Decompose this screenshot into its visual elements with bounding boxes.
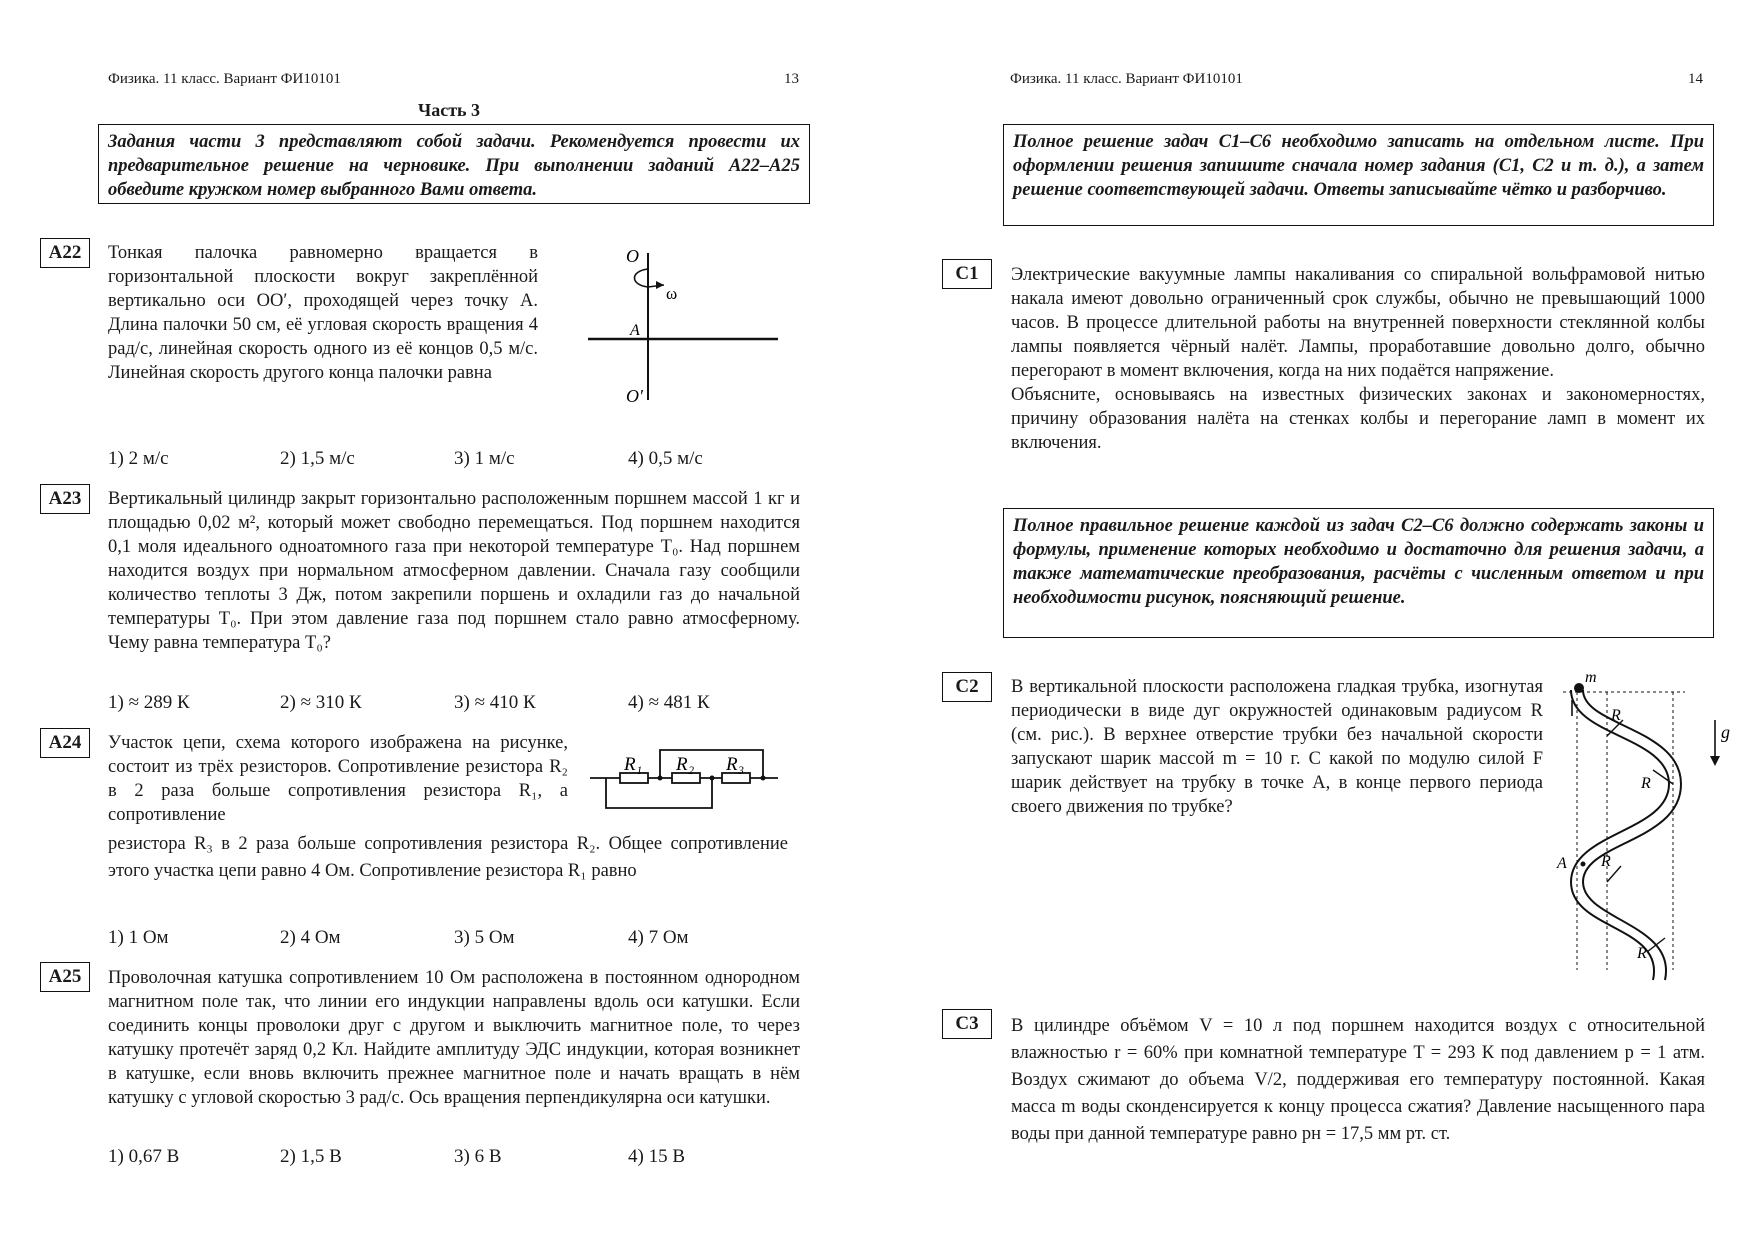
gravity-arrowhead	[1710, 756, 1720, 766]
task-a23-answers	[108, 692, 808, 716]
label-r2: R₂	[676, 754, 695, 775]
task-c1-text	[1011, 263, 1705, 455]
right-header-title: Физика. 11 класс. Вариант ФИ10101	[1010, 71, 1243, 87]
task-a22-text: Тонкая палочка равномерно вращается в горизонтальной плоскости вокруг закреплённой вертикально оси OO′, проходящей через точку A. Длина палочки 50 см, её угловая скорость вращения 4 рад/с, линейная скорость одного из её концов 0,5 м/с. Линейная скорость другого конца палочки равна	[108, 243, 538, 383]
label-g: g	[1721, 722, 1730, 742]
left-header-title: Физика. 11 класс. Вариант ФИ10101	[108, 71, 341, 87]
task-c3-text: В цилиндре объёмом V = 10 л под поршнем находится воздух с относительной влажностью r = 60% при комнатной температуре T = 293 К под давлением p = 1 атм. Воздух сжимают до объема V/2, поддерживая его температуру постоянной. Какая масса m воды сконденсируется к концу процесса сжатия? Давление насыщенного пара воды при данной температуре равно pн = 17,5 мм рт. ст.	[1011, 1016, 1705, 1144]
answer-option[interactable]: 3) ≈ 410 К	[454, 692, 536, 713]
label-r1: R₁	[624, 754, 643, 775]
right-page-number: 14	[1688, 71, 1703, 87]
task-label-c2: C2	[942, 672, 992, 702]
label-r: R	[1641, 775, 1651, 792]
answer-option[interactable]: 3) 5 Ом	[454, 927, 515, 948]
task-label-c1: C1	[942, 259, 992, 289]
answer-option[interactable]: 2) 1,5 В	[280, 1146, 342, 1167]
answer-option[interactable]: 3) 6 В	[454, 1146, 502, 1167]
task-c2-text: В вертикальной плоскости расположена гладкая трубка, изогнутая периодически в виде дуг окружностей одинаковым радиусом R (см. рис.). В верхнее отверстие трубки без начальной скорости запускают шарик массой m = 10 г. С какой по модулю силой F шарик действует на трубку в точке A, в конце первого периода своего движения по трубке?	[1011, 677, 1543, 817]
full-solution-criteria: Полное правильное решение каждой из задач С2–С6 должно содержать законы и формулы, применение которых необходимо и достаточно для решения задачи, а также математические преобразования, расчёты с численным ответом и при необходимости рисунок, поясняющий решение.	[1003, 508, 1714, 638]
answer-option[interactable]: 1) 2 м/с	[108, 448, 169, 469]
node-dot	[658, 776, 663, 781]
rotation-arrowhead	[656, 281, 664, 289]
answer-option[interactable]: 1) ≈ 289 К	[108, 692, 190, 713]
answer-option[interactable]: 2) 1,5 м/с	[280, 448, 355, 469]
answer-option[interactable]: 4) 15 В	[628, 1146, 685, 1167]
label-r: R	[1601, 853, 1611, 870]
tube-inner-wall	[1583, 690, 1681, 980]
label-omega: ω	[666, 284, 678, 303]
task-c1-question: Объясните, основываясь на известных физических законах и закономерностях, причину образования налёта на стенках колбы и перегорание ламп в момент их включения.	[1011, 385, 1705, 453]
task-label-c3: C3	[942, 1009, 992, 1039]
part-title: Часть 3	[418, 100, 481, 120]
task-label-a25: A25	[40, 962, 90, 992]
label-a: A	[1557, 855, 1567, 872]
task-a23-text: Вертикальный цилиндр закрыт горизонтально расположенным поршнем массой 1 кг и площадью 0,02 м², который может свободно перемещаться. Под поршнем находится 0,1 моля идеального одноатомного газа при некоторой температуре T₀. Над поршнем находится воздух при нормальном атмосферном давлении. Сначала газу сообщили количество теплоты 3 Дж, потом закрепили поршень и охладили газ до начальной температуры T₀. При этом давление газа под поршнем стало равно атмосферному. Чему равна температура T₀?	[108, 489, 800, 653]
left-page-number: 13	[784, 71, 799, 87]
label-m: m	[1585, 670, 1597, 686]
label-r: R	[1637, 945, 1647, 962]
task-a22-answers	[108, 448, 808, 472]
answer-option[interactable]: 4) ≈ 481 К	[628, 692, 710, 713]
answer-option[interactable]: 4) 7 Ом	[628, 927, 689, 948]
rotating-rod-figure	[580, 245, 790, 415]
answer-option[interactable]: 3) 1 м/с	[454, 448, 515, 469]
answer-option[interactable]: 2) 4 Ом	[280, 927, 341, 948]
task-label-a22: A22	[40, 238, 90, 268]
ball	[1574, 683, 1584, 693]
answer-option[interactable]: 1) 1 Ом	[108, 927, 169, 948]
label-o-top: O	[626, 246, 639, 266]
task-a24-text-bottom: резистора R₃ в 2 раза больше сопротивления резистора R₂. Общее сопротивление этого участка цепи равно 4 Ом. Сопротивление резистора R₁ равно	[108, 834, 788, 881]
solution-instructions: Полное решение задач С1–С6 необходимо записать на отдельном листе. При оформлении решения запишите сначала номер задания (С1, С2 и т. д.), а затем решение соответствующей задачи. Ответы записывайте чётко и разборчиво.	[1003, 124, 1714, 226]
task-label-a23: A23	[40, 484, 90, 514]
point-a-dot	[1581, 862, 1586, 867]
answer-option[interactable]: 2) ≈ 310 К	[280, 692, 362, 713]
task-label-a24: A24	[40, 728, 90, 758]
part3-instructions: Задания части 3 представляют собой задачи. Рекомендуется провести их предварительное решение на черновике. При выполнении заданий А22–А25 обведите кружком номер выбранного Вами ответа.	[98, 124, 810, 204]
label-o-bottom: O′	[626, 386, 643, 406]
curved-tube-figure	[1545, 670, 1730, 995]
radius-line	[1653, 770, 1673, 784]
task-c1-paragraph: Электрические вакуумные лампы накаливания со спиральной вольфрамовой нитью накала имеют довольно ограниченный срок службы, обычно не превышающий 1000 часов. В процессе длительной работы на внутренней поверхности стеклянной колбы лампы появляется чёрный налёт. Лампы, проработавшие довольно долго, обычно перегорают в момент включения, когда на них подаётся напряжение.	[1011, 265, 1705, 381]
task-a25-text: Проволочная катушка сопротивлением 10 Ом расположена в постоянном однородном магнитном поле так, что линии его индукции направлены вдоль оси катушки. Если соединить концы проволоки друг с другом и выключить магнитное поле, то через катушку протечёт заряд 0,2 Кл. Найдите амплитуду ЭДС индукции, которая возникнет в катушке, если вновь включить прежнее магнитное поле и начать вращать в нём катушку с угловой скоростью 3 рад/с. Ось вращения перпендикулярна оси катушки.	[108, 968, 800, 1108]
node-dot	[710, 776, 715, 781]
label-a: A	[630, 322, 640, 339]
task-a25-answers	[108, 1146, 808, 1170]
label-r3: R₃	[726, 754, 745, 775]
task-a24-answers	[108, 927, 808, 951]
task-a24-text-top: Участок цепи, схема которого изображена на рисунке, состоит из трёх резисторов. Сопротивление резистора R₂ в 2 раза больше сопротивления резистора R₁, а сопротивление	[108, 733, 568, 825]
label-r: R	[1611, 707, 1621, 724]
answer-option[interactable]: 1) 0,67 В	[108, 1146, 180, 1167]
resistor-circuit-figure	[588, 742, 784, 814]
answer-option[interactable]: 4) 0,5 м/с	[628, 448, 703, 469]
node-dot	[761, 776, 766, 781]
tube-outer-wall	[1571, 690, 1669, 980]
